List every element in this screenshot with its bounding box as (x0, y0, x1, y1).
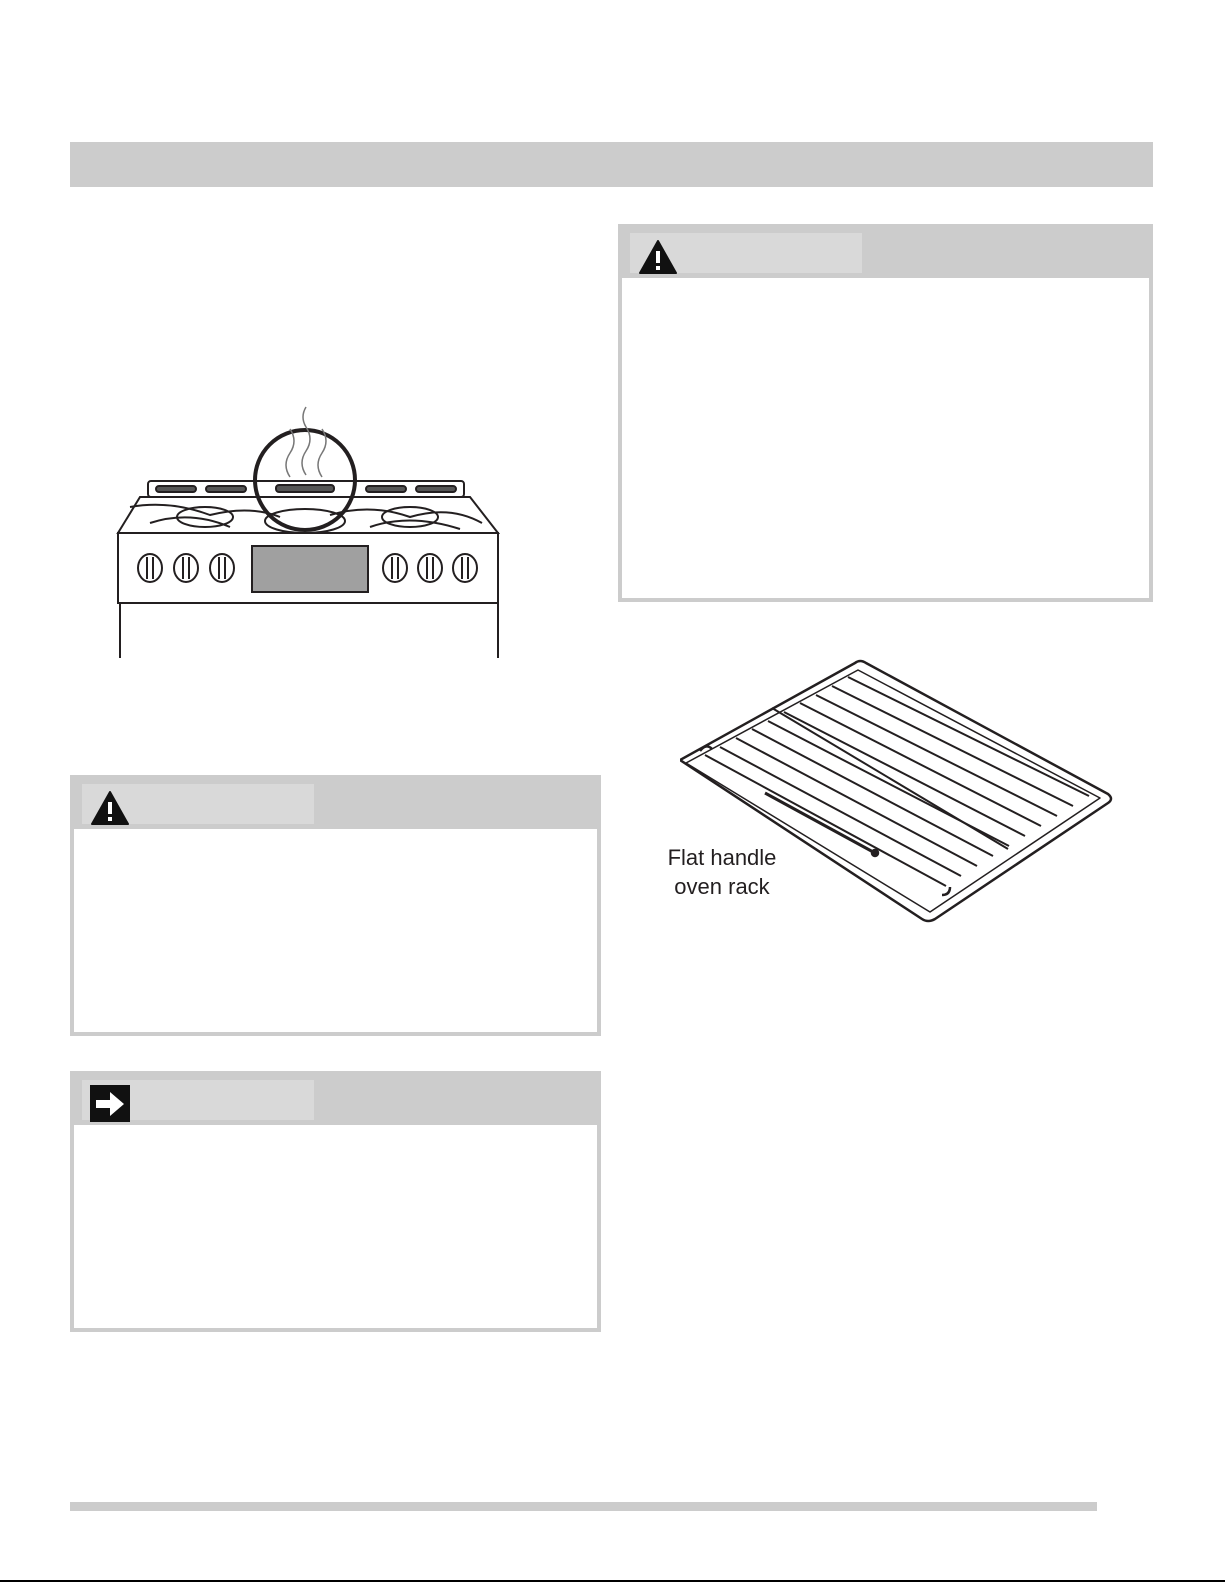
footer-bar (70, 1502, 1097, 1511)
oven-rack-label-line2: oven rack (674, 874, 770, 899)
note-notice-title-tab (82, 1080, 314, 1120)
warning-notice-header-left (74, 779, 597, 829)
oven-rack-label (648, 843, 796, 901)
warning-notice-box (618, 224, 1153, 602)
note-notice-box (70, 1071, 601, 1332)
arrow-right-icon (90, 1084, 130, 1122)
warning-notice-title-tab-left (82, 784, 314, 824)
warning-notice-title-tab (630, 233, 862, 273)
warning-notice-box-left (70, 775, 601, 1036)
warning-triangle-icon (90, 790, 130, 826)
section-header-bar (70, 142, 1153, 187)
warning-triangle-icon (638, 239, 678, 275)
warning-notice-header (622, 228, 1149, 278)
oven-rack-label-line1: Flat handle (667, 845, 777, 870)
page-bottom-edge (0, 1580, 1225, 1582)
note-notice-header (74, 1075, 597, 1125)
range-vent-illustration (110, 405, 510, 665)
